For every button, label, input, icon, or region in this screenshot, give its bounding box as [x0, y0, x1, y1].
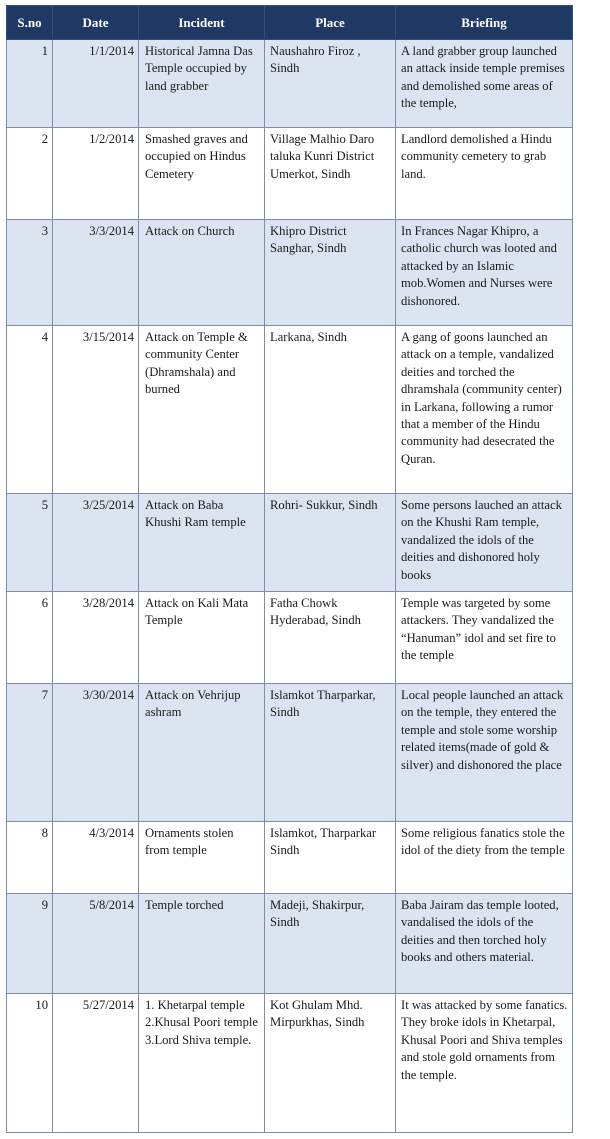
cell-briefing: A gang of goons launched an attack on a temple, vandalized deities and torched the dhramshala (community center) in Larkana, following a rumor that a member of the Hindu community had desecrated the Quran.: [396, 326, 573, 494]
header-briefing: Briefing: [396, 6, 573, 40]
cell-incident: 1. Khetarpal temple 2.Khusal Poori temple 3.Lord Shiva temple.: [139, 994, 265, 1133]
cell-sno: 3: [7, 220, 53, 326]
table-row: [7, 994, 573, 1133]
cell-sno: 4: [7, 326, 53, 494]
table-row: [7, 326, 573, 494]
cell-incident: Historical Jamna Das Temple occupied by land grabber: [139, 40, 265, 128]
cell-date: 1/2/2014: [53, 128, 139, 220]
cell-place: Larkana, Sindh: [265, 326, 396, 494]
header-sno: S.no: [7, 6, 53, 40]
table-row: [7, 684, 573, 822]
header-incident: Incident: [139, 6, 265, 40]
cell-briefing: A land grabber group launched an attack inside temple premises and demolished some areas of the temple,: [396, 40, 573, 128]
cell-incident: Attack on Vehrijup ashram: [139, 684, 265, 822]
cell-date: 3/30/2014: [53, 684, 139, 822]
table-row: [7, 592, 573, 684]
cell-sno: 9: [7, 894, 53, 994]
cell-date: 3/28/2014: [53, 592, 139, 684]
cell-place: Naushahro Firoz , Sindh: [265, 40, 396, 128]
cell-briefing: Temple was targeted by some attackers. They vandalized the “Hanuman” idol and set fire to the temple: [396, 592, 573, 684]
cell-briefing: In Frances Nagar Khipro, a catholic church was looted and attacked by an Islamic mob.Women and Nurses were dishonored.: [396, 220, 573, 326]
cell-place: Islamkot Tharparkar, Sindh: [265, 684, 396, 822]
header-place: Place: [265, 6, 396, 40]
cell-sno: 2: [7, 128, 53, 220]
cell-briefing: Some religious fanatics stole the idol of the diety from the temple: [396, 822, 573, 894]
cell-sno: 5: [7, 494, 53, 592]
cell-incident: Attack on Church: [139, 220, 265, 326]
cell-incident: Attack on Temple & community Center (Dhramshala) and burned: [139, 326, 265, 494]
cell-incident: Attack on Kali Mata Temple: [139, 592, 265, 684]
cell-place: Village Malhio Daro taluka Kunri District Umerkot, Sindh: [265, 128, 396, 220]
cell-place: Rohri- Sukkur, Sindh: [265, 494, 396, 592]
cell-sno: 10: [7, 994, 53, 1133]
table-row: [7, 220, 573, 326]
cell-briefing: Baba Jairam das temple looted, vandalised the idols of the deities and then torched holy books and others material.: [396, 894, 573, 994]
cell-sno: 6: [7, 592, 53, 684]
table-row: [7, 894, 573, 994]
cell-sno: 8: [7, 822, 53, 894]
cell-place: Khipro District Sanghar, Sindh: [265, 220, 396, 326]
cell-place: Madeji, Shakirpur, Sindh: [265, 894, 396, 994]
cell-incident: Attack on Baba Khushi Ram temple: [139, 494, 265, 592]
cell-briefing: Some persons lauched an attack on the Khushi Ram temple, vandalized the idols of the deities and dishonored holy books: [396, 494, 573, 592]
cell-place: Islamkot, Tharparkar Sindh: [265, 822, 396, 894]
table-row: [7, 822, 573, 894]
cell-date: 3/15/2014: [53, 326, 139, 494]
cell-incident: Ornaments stolen from temple: [139, 822, 265, 894]
cell-briefing: Local people launched an attack on the temple, they entered the temple and stole some worship related items(made of gold & silver) and dishonored the place: [396, 684, 573, 822]
cell-place: Kot Ghulam Mhd. Mirpurkhas, Sindh: [265, 994, 396, 1133]
cell-incident: Smashed graves and occupied on Hindus Cemetery: [139, 128, 265, 220]
cell-sno: 7: [7, 684, 53, 822]
cell-sno: 1: [7, 40, 53, 128]
header-date: Date: [53, 6, 139, 40]
cell-date: 3/3/2014: [53, 220, 139, 326]
table-row: [7, 494, 573, 592]
header-row: [7, 6, 573, 40]
table-row: [7, 128, 573, 220]
cell-date: 4/3/2014: [53, 822, 139, 894]
cell-incident: Temple torched: [139, 894, 265, 994]
cell-date: 3/25/2014: [53, 494, 139, 592]
cell-briefing: Landlord demolished a Hindu community cemetery to grab land.: [396, 128, 573, 220]
cell-date: 5/27/2014: [53, 994, 139, 1133]
cell-briefing: It was attacked by some fanatics. They broke idols in Khetarpal, Khusal Poori and Shiva temples and stole gold ornaments from the temple.: [396, 994, 573, 1133]
cell-place: Fatha Chowk Hyderabad, Sindh: [265, 592, 396, 684]
table-row: [7, 40, 573, 128]
incidents-table: [6, 5, 573, 1133]
cell-date: 1/1/2014: [53, 40, 139, 128]
cell-date: 5/8/2014: [53, 894, 139, 994]
